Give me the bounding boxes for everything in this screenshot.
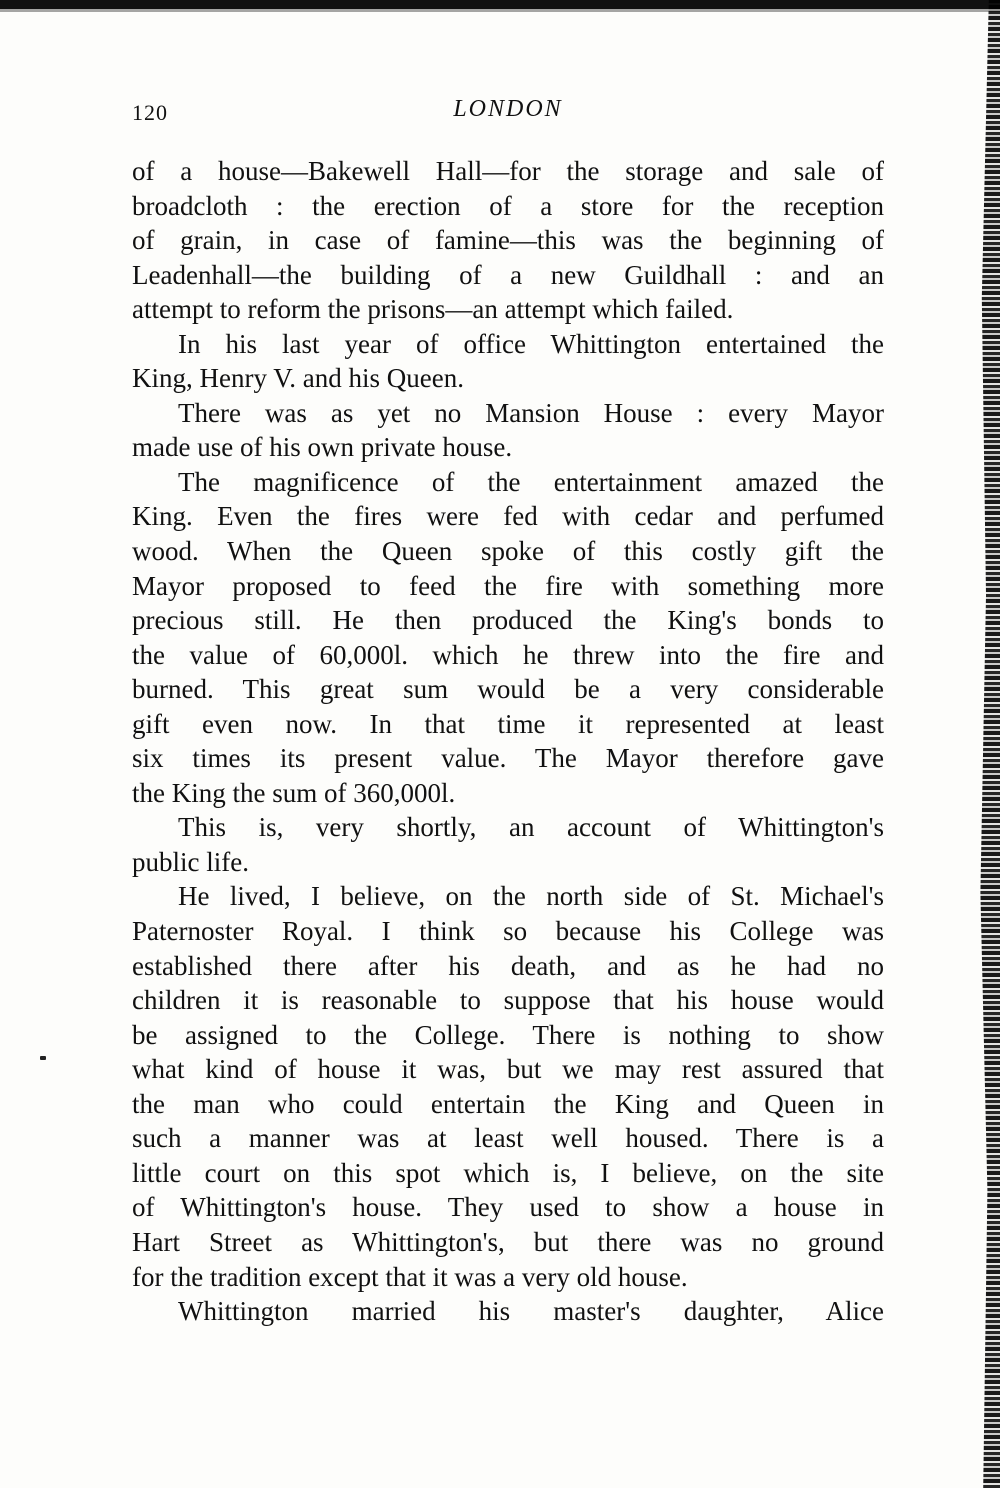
text-line: public life. (132, 846, 249, 877)
text-line: children it is reasonable to suppose that his house would (132, 985, 884, 1016)
text-line: gift even now. In that time it represented at least (132, 708, 884, 739)
text-line: made use of his own private house. (132, 432, 513, 463)
text-line: Paternoster Royal. I think so because his College was (132, 916, 884, 947)
text-line: be assigned to the College. There is nothing to show (132, 1019, 884, 1050)
text-line: what kind of house it was, but we may rest assured that (132, 1054, 884, 1085)
text-line: King, Henry V. and his Queen. (132, 363, 464, 394)
text-line: of a house—Bakewell Hall—for the storage and sale of (132, 156, 884, 186)
text-line: little court on this spot which is, I believe, on the site (132, 1157, 884, 1188)
text-line: The magnificence of the entertainment amazed the (178, 466, 884, 497)
text-line: There was as yet no Mansion House : every Mayor (178, 397, 884, 428)
text-line: for the tradition except that it was a very old house. (132, 1261, 688, 1292)
text-line: Whittington married his master's daughter, Alice (178, 1296, 884, 1327)
page-number: 120 (132, 100, 168, 125)
text-line: In his last year of office Whittington entertained the (178, 328, 884, 359)
text-line: the King the sum of 360,000l. (132, 777, 456, 808)
text-line: the value of 60,000l. which he threw into the fire and (132, 639, 884, 670)
text-line: of grain, in case of famine—this was the beginning of (132, 225, 884, 256)
text-line: Hart Street as Whittington's, but there was no ground (132, 1226, 884, 1257)
text-line: Leadenhall—the building of a new Guildhall : and an (132, 259, 884, 290)
text-line: six times its present value. The Mayor therefore gave (132, 743, 884, 774)
body-text (132, 154, 884, 1329)
text-line: of Whittington's house. They used to show a house in (132, 1192, 884, 1223)
top-scan-border (0, 0, 1000, 12)
right-scan-edge (972, 0, 1000, 1488)
text-line: Mayor proposed to feed the fire with something more (132, 570, 884, 601)
text-line: wood. When the Queen spoke of this costly gift the (132, 536, 884, 567)
text-line: He lived, I believe, on the north side of St. Michael's (178, 881, 884, 912)
text-line: such a manner was at least well housed. There is a (132, 1123, 884, 1154)
text-line: This is, very shortly, an account of Whittington's (178, 812, 884, 843)
scan-speck (40, 1056, 46, 1060)
text-line: the man who could entertain the King and Queen in (132, 1088, 884, 1119)
text-line: precious still. He then produced the King's bonds to (132, 605, 884, 636)
running-head: LONDON (453, 96, 563, 122)
text-line: attempt to reform the prisons—an attempt which failed. (132, 294, 734, 325)
page-header (132, 96, 884, 136)
text-line: broadcloth : the erection of a store for the reception (132, 190, 884, 221)
text-line: burned. This great sum would be a very considerable (132, 674, 884, 705)
text-line: established there after his death, and as he had no (132, 950, 884, 981)
text-line: King. Even the fires were fed with cedar and perfumed (132, 501, 884, 532)
